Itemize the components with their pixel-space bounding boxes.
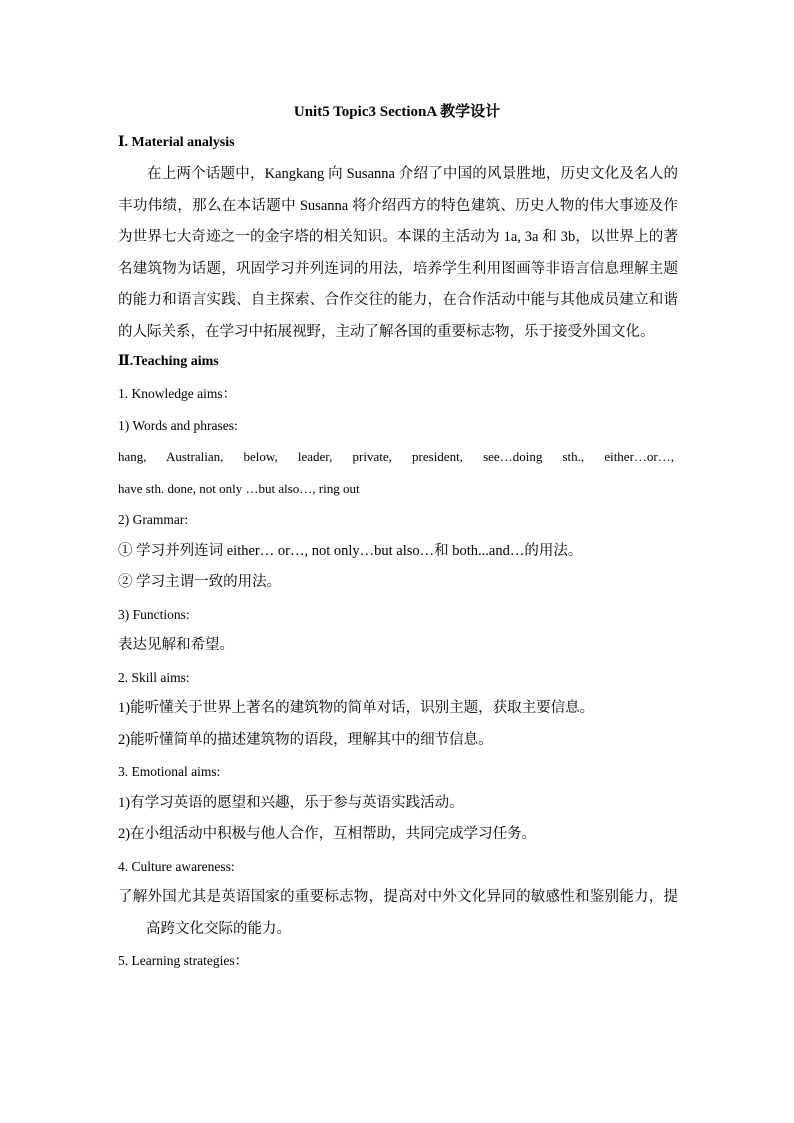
words-phrases-label: 1) Words and phrases: (118, 417, 238, 433)
functions-item: 表达见解和希望。 (118, 637, 234, 653)
grammar-item: ② 学习主谓一致的用法。 (118, 574, 282, 590)
words-line: hang, Australian, below, leader, private, president, see…doing sth., either…or…, (118, 449, 674, 464)
document-body (118, 131, 678, 977)
learning-strategies-label: 5. Learning strategies： (118, 953, 249, 968)
skill-aims-label: 2. Skill aims: (118, 669, 190, 685)
emotional-aims-label: 3. Emotional aims: (118, 764, 221, 779)
section-heading-material-analysis: Ⅰ. Material analysis (118, 135, 235, 150)
grammar-item: ① 学习并列连词 either… or…, not only…but also…和 both...and…的用法。 (118, 542, 583, 559)
emotional-item: 1)有学习英语的愿望和兴趣，乐于参与英语实践活动。 (118, 794, 464, 811)
knowledge-aims-label: 1. Knowledge aims： (118, 386, 237, 401)
culture-awareness-item: 了解外国尤其是英语国家的重要标志物，提高对中外文化异同的敏感性和鉴别能力，提高跨文化交际的能力。 (118, 889, 678, 937)
emotional-item: 2)在小组活动中积极与他人合作，互相帮助，共同完成学习任务。 (118, 826, 537, 842)
words-line: have sth. done, not only …but also…, ring out (118, 480, 360, 496)
section-heading-teaching-aims: Ⅱ.Teaching aims (118, 354, 219, 369)
grammar-label: 2) Grammar: (118, 512, 189, 527)
culture-awareness-label: 4. Culture awareness: (118, 858, 235, 874)
functions-label: 3) Functions: (118, 606, 190, 622)
skill-item: 2)能听懂简单的描述建筑物的语段，理解其中的细节信息。 (118, 731, 493, 748)
skill-item: 1)能听懂关于世界上著名的建筑物的简单对话，识别主题，获取主要信息。 (118, 700, 595, 716)
document-title: Unit5 Topic3 SectionA 教学设计 (293, 104, 501, 120)
material-analysis-paragraph: 在上两个话题中，Kangkang 向 Susanna 介绍了中国的风景胜地，历史文化及名人的丰功伟绩，那么在本话题中 Susanna 将介绍西方的特色建筑、历史人物的伟大事迹及作为世界七大奇迹之一的金字塔的相关知识。本课的主活动为 1a, 3a 和 3b，以世界上的著名建筑物为话题，巩固学习并列连词的用法，培养学生利用图画等非语言信息理解主题的能力和语言实践、自主探索、合作交往的能力，在合作活动中能与其他成员建立和谐的人际关系，在学习中拓展视野，主动了解各国的重要标志物，乐于接受外国文化。 (118, 166, 678, 340)
